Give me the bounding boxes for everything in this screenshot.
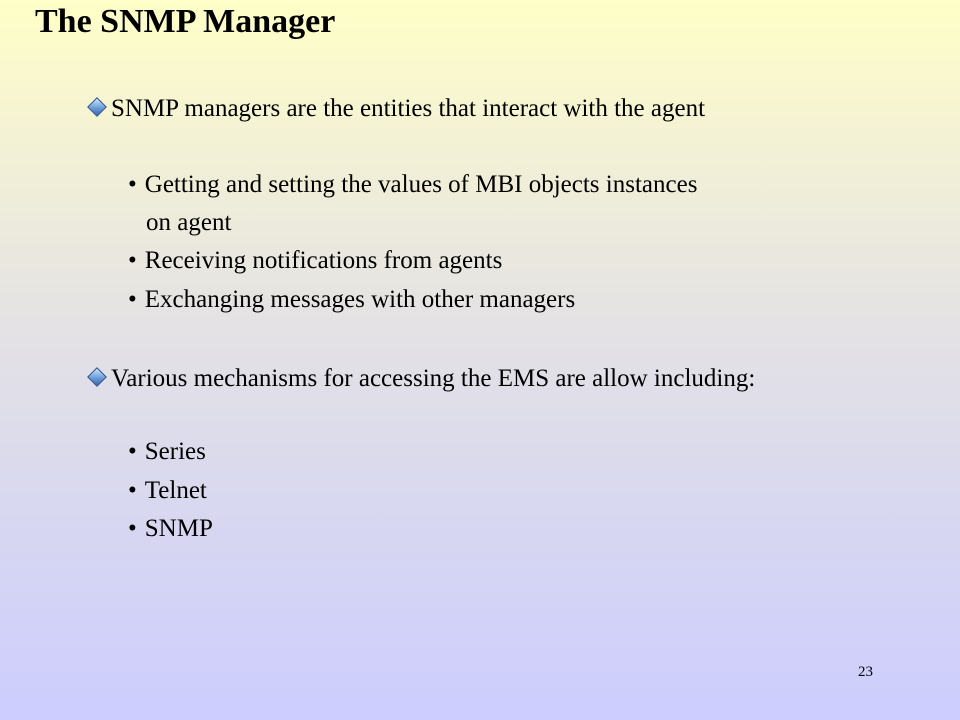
sub-bullet	[128, 437, 206, 467]
bullet-dot-icon: •	[128, 515, 137, 542]
sub-bullet-text: Getting and setting the values of MBI objects instances	[144, 171, 698, 198]
slide-title: The SNMP Manager	[35, 3, 336, 40]
bullet-dot-icon: •	[128, 477, 137, 504]
sub-bullet-text: Exchanging messages with other managers	[144, 286, 576, 313]
sub-bullet	[128, 246, 502, 276]
sub-bullet	[128, 285, 575, 315]
page-number: 23	[858, 664, 873, 680]
sub-bullet-continuation: on agent	[146, 209, 232, 236]
sub-bullet-text: SNMP	[144, 515, 213, 542]
sub-bullet-text: Series	[144, 438, 206, 465]
sub-bullet	[128, 476, 207, 506]
main-point-1-text: SNMP managers are the entities that interact with the agent	[111, 95, 706, 122]
sub-bullet	[128, 514, 213, 544]
bullet-dot-icon: •	[128, 247, 137, 274]
bullet-dot-icon: •	[128, 171, 137, 198]
diamond-bullet-icon	[85, 365, 107, 387]
main-point-1	[85, 94, 705, 124]
sub-bullet-text: Telnet	[144, 477, 207, 504]
bullet-dot-icon: •	[128, 286, 137, 313]
sub-bullet-text: Receiving notifications from agents	[144, 247, 503, 274]
main-point-2	[85, 364, 755, 394]
diamond-bullet-icon	[85, 95, 107, 117]
sub-bullet	[128, 170, 697, 200]
bullet-dot-icon: •	[128, 438, 137, 465]
main-point-2-text: Various mechanisms for accessing the EMS are allow including:	[111, 365, 756, 392]
